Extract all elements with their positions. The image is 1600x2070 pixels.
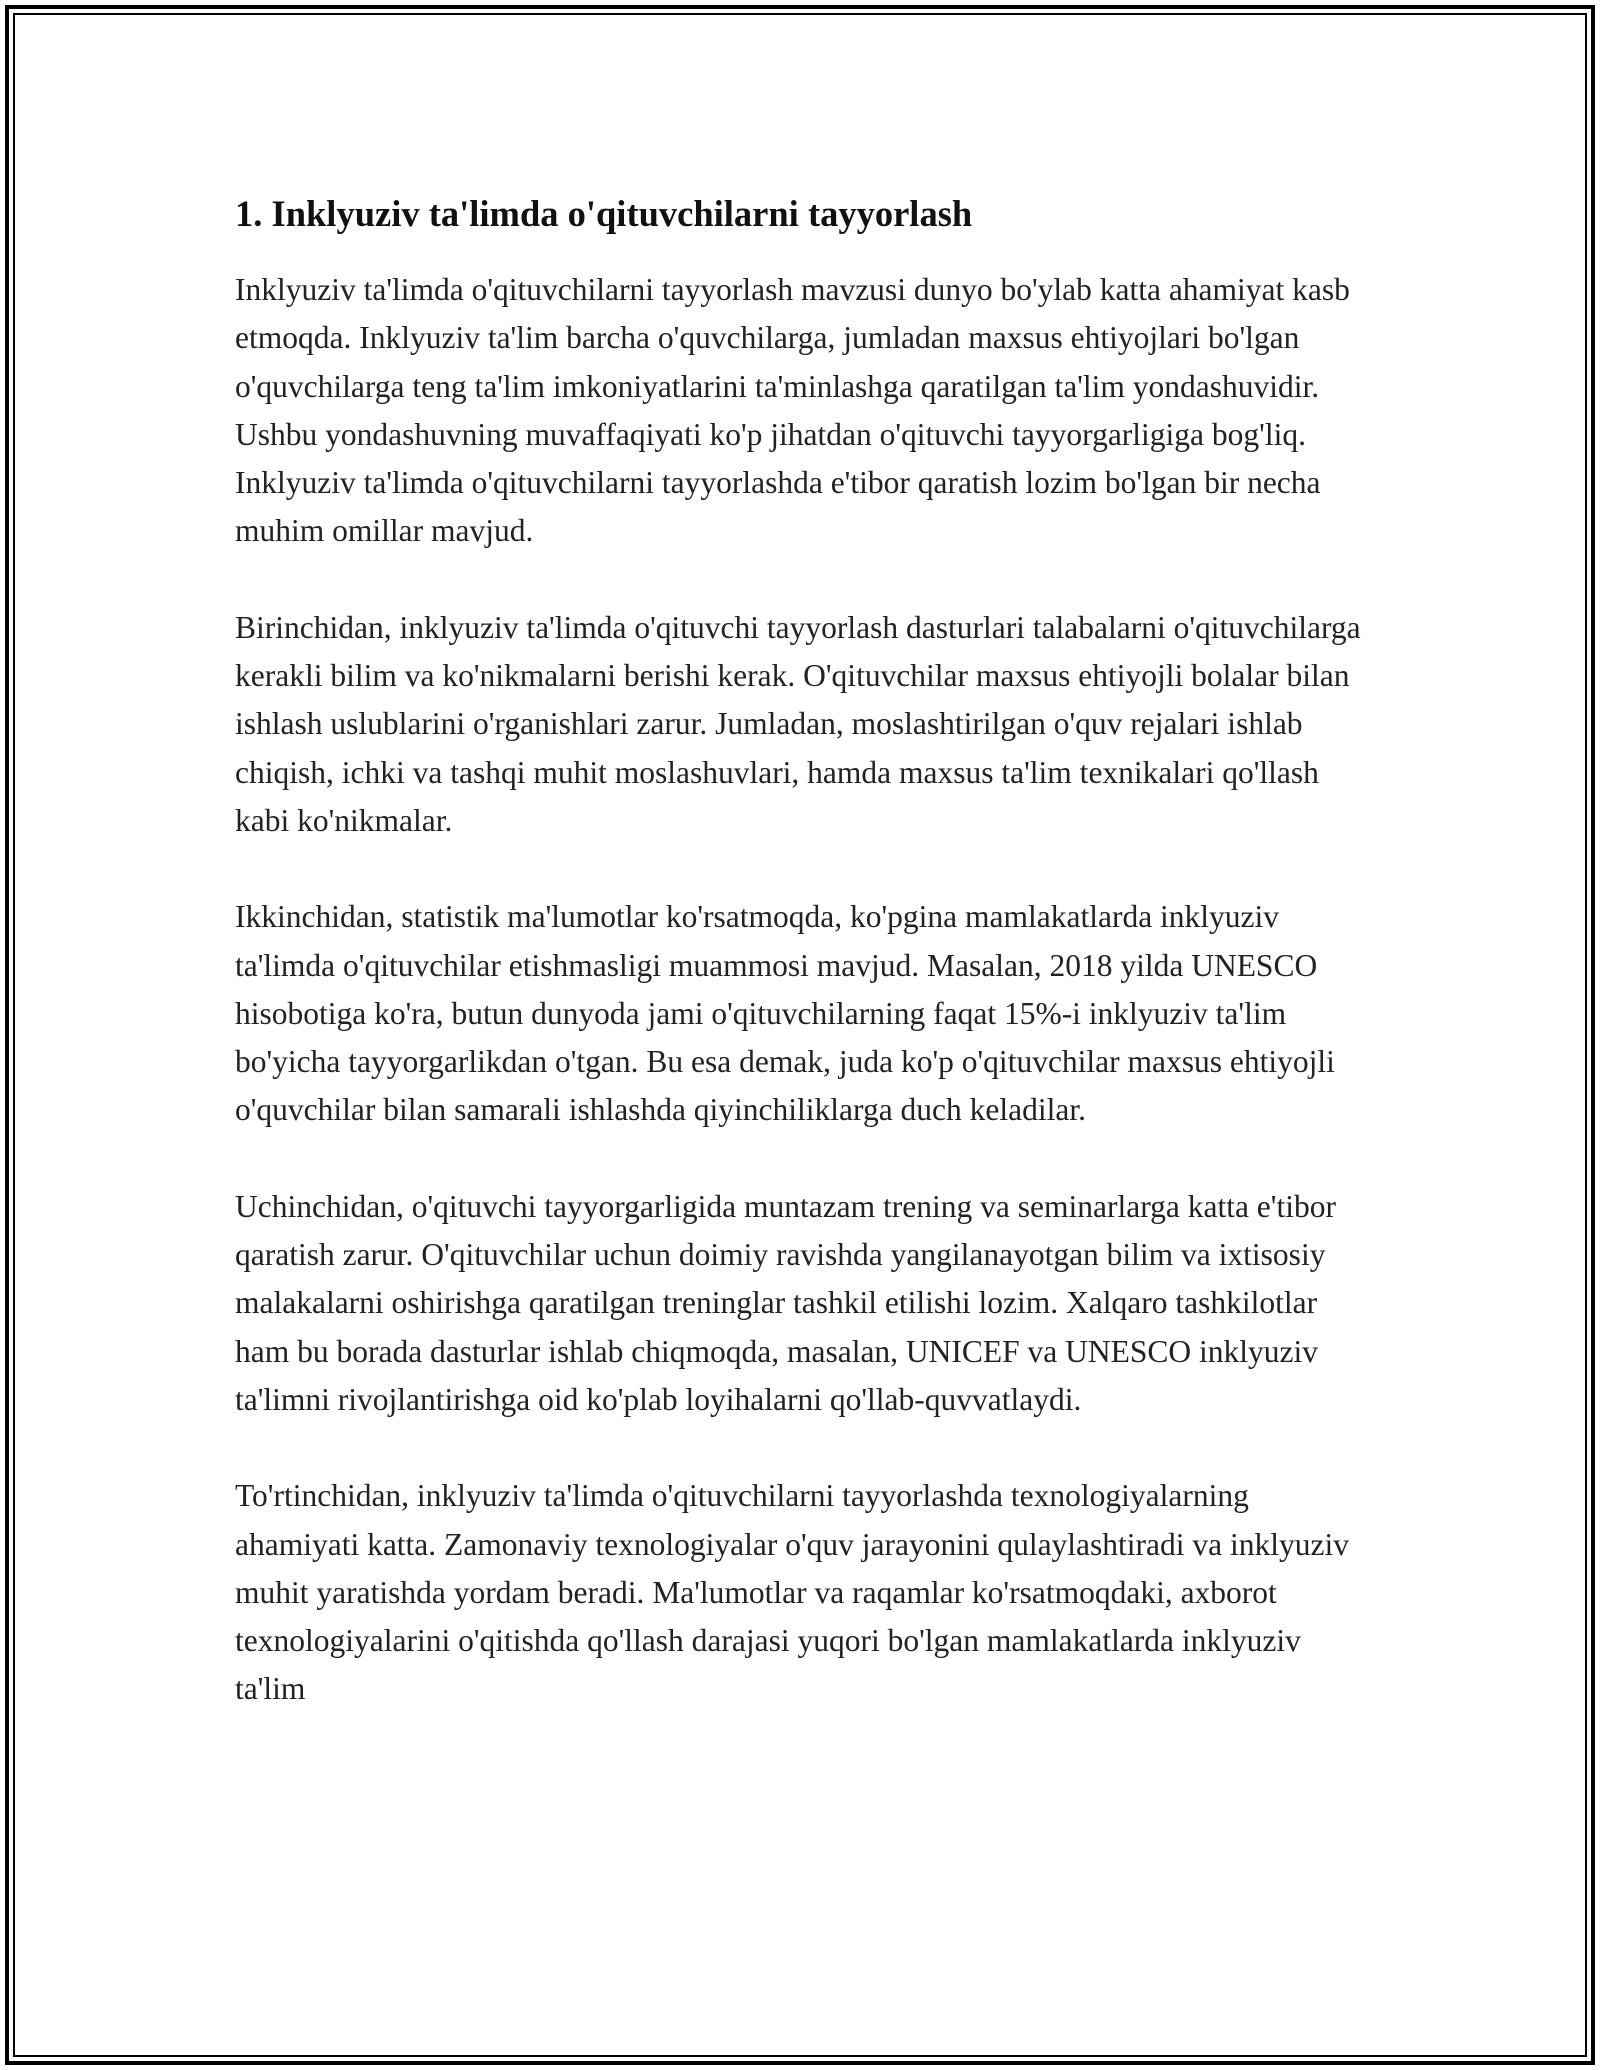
paragraph-first-point: Birinchidan, inklyuziv ta'limda o'qituvchi tayyorlash dasturlari talabalarni o'qituvchilarga kerakli bilim va ko'nikmalarni berishi kerak. O'qituvchilar maxsus ehtiyojli bolalar bilan ishlash uslublarini o'rganishlari zarur. Jumladan, moslashtirilgan o'quv rejalari ishlab chiqish, ichki va tashqi muhit moslashuvlari, hamda maxsus ta'lim texnikalari qo'llash kabi ko'nikmalar. xyxy=(235,609,1361,838)
paragraph-intro: Inklyuziv ta'limda o'qituvchilarni tayyorlash mavzusi dunyo bo'ylab katta ahamiyat kasb etmoqda. Inklyuziv ta'lim barcha o'quvchilarga, jumladan maxsus ehtiyojlari bo'lgan o'quvchilarga teng ta'lim imkoniyatlarini ta'minlashga qaratilgan ta'lim yondashuvidir. Ushbu yondashuvning muvaffaqiyati ko'p jihatdan o'qituvchi tayyorgarligiga bog'liq. Inklyuziv ta'limda o'qituvchilarni tayyorlashda e'tibor qaratish lozim bo'lgan bir necha muhim omillar mavjud. xyxy=(235,272,1350,549)
paragraph-second-point: Ikkinchidan, statistik ma'lumotlar ko'rsatmoqda, ko'pgina mamlakatlarda inklyuziv ta'limda o'qituvchilar etishmasligi muammosi mavjud. Masalan, 2018 yilda UNESCO hisobotiga ko'ra, butun dunyoda jami o'qituvchilarning faqat 15%-i inklyuziv ta'lim bo'yicha tayyorgarlikdan o'tgan. Bu esa demak, juda ko'p o'qituvchilar maxsus ehtiyojli o'quvchilar bilan samarali ishlashda qiyinchiliklarga duch keladilar. xyxy=(235,899,1335,1128)
paragraph-fourth-point: To'rtinchidan, inklyuziv ta'limda o'qituvchilarni tayyorlashda texnologiyalarning ahamiyati katta. Zamonaviy texnologiyalar o'quv jarayonini qulaylashtiradi va inklyuziv muhit yaratishda yordam beradi. Ma'lumotlar va raqamlar ko'rsatmoqdaki, axborot texnologiyalarini o'qitishda qo'llash darajasi yuqori bo'lgan mamlakatlarda inklyuziv ta'lim xyxy=(235,1478,1349,1707)
section-heading: 1. Inklyuziv ta'limda o'qituvchilarni tayyorlash xyxy=(235,193,973,234)
paragraph-third-point: Uchinchidan, o'qituvchi tayyorgarligida muntazam trening va seminarlarga katta e'tibor qaratish zarur. O'qituvchilar uchun doimiy ravishda yangilanayotgan bilim va ixtisosiy malakalarni oshirishga qaratilgan treninglar tashkil etilishi lozim. Xalqaro tashkilotlar ham bu borada dasturlar ishlab chiqmoqda, masalan, UNICEF va UNESCO inklyuziv ta'limni rivojlantirishga oid ko'plab loyihalarni qo'llab-quvvatlaydi. xyxy=(235,1188,1336,1417)
document-body xyxy=(235,186,1375,1714)
